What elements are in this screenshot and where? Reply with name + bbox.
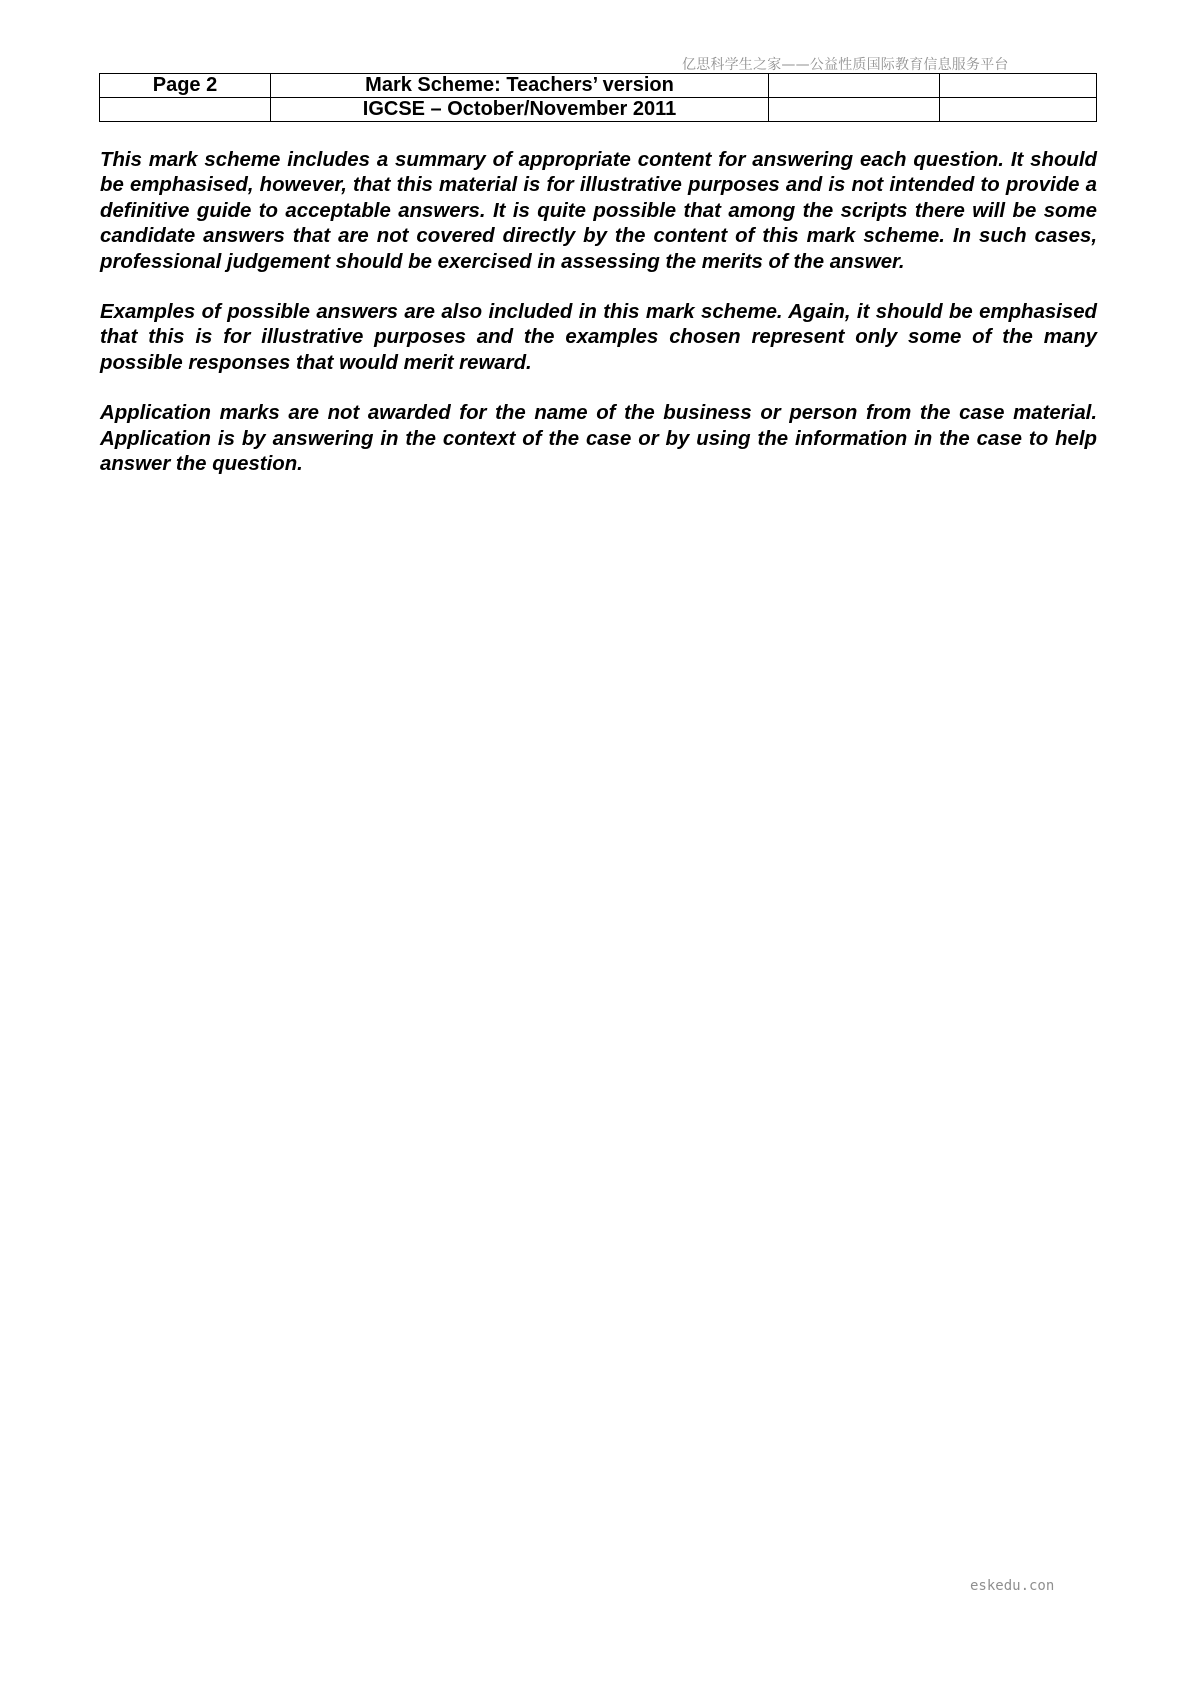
instruction-paragraph-content: This mark scheme includes a summary of appropriate content for answering each question. It should be emphasised, however, that this material is for illustrative purposes and is not intended to provide a definitive guide to acceptable answers. It is quite possible that among the scripts there will be some candidate answers that are not covered directly by the content of this mark scheme. In such cases, professional judgement should be exercised in assessing the merits of the answer. — [100, 149, 1097, 273]
instructions-body — [100, 148, 1097, 502]
watermark-footer-text: eskedu.con — [970, 1578, 1055, 1594]
header-blank-cell — [769, 74, 940, 98]
mark-scheme-title: Mark Scheme: Teachers’ version — [271, 74, 769, 98]
instruction-paragraph-application: Application marks are not awarded for the name of the business or person from the case material. Application is by answering in the context of the case or by using the information in the case to help answer the question. — [100, 402, 1097, 476]
header-row-1 — [100, 74, 1097, 98]
instruction-paragraph-examples: Examples of possible answers are also included in this mark scheme. Again, it should be emphasised that this is for illustrative purposes and the examples chosen represent only some of the many possible responses that would merit reward. — [100, 301, 1097, 374]
header-table — [99, 73, 1097, 122]
exam-session-title: IGCSE – October/November 2011 — [271, 98, 769, 122]
header-blank-cell — [940, 98, 1097, 122]
watermark-header-text: 亿思科学生之家——公益性质国际教育信息服务平台 — [682, 57, 1009, 73]
header-blank-cell — [940, 74, 1097, 98]
header-blank-cell — [769, 98, 940, 122]
page-label: Page 2 — [100, 74, 271, 98]
header-row-2 — [100, 98, 1097, 122]
header-blank-cell — [100, 98, 271, 122]
